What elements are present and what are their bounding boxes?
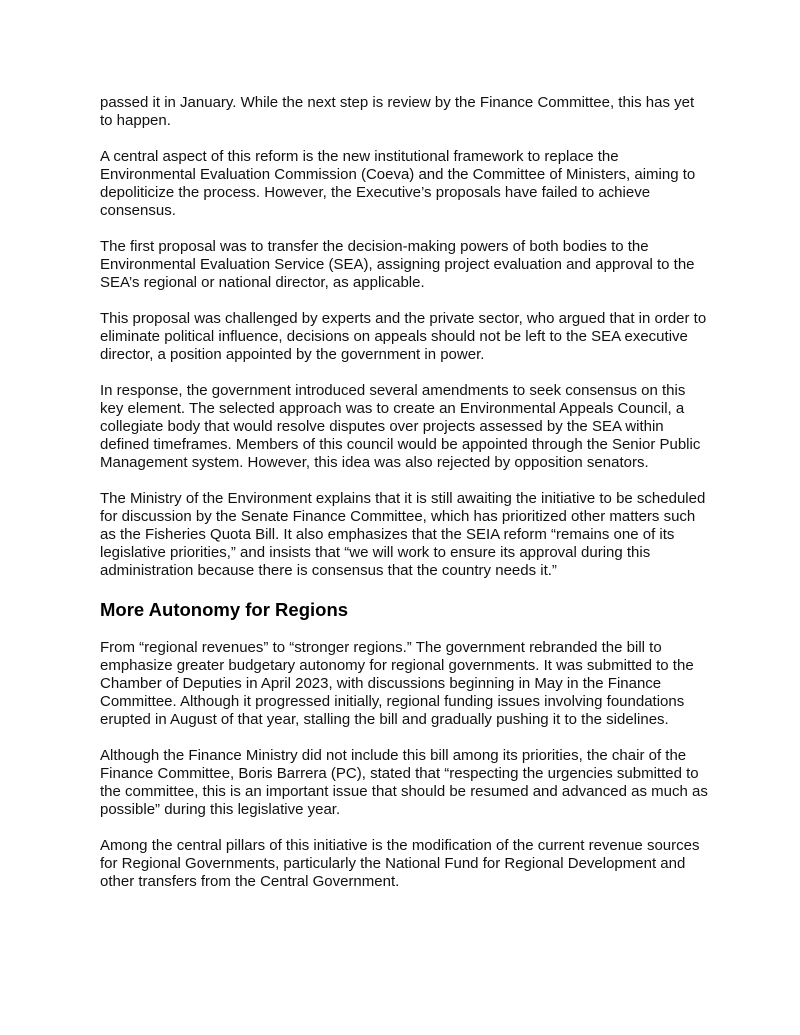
section-heading: More Autonomy for Regions [100, 599, 349, 620]
section-seia-reform [100, 94, 710, 580]
section-regional-autonomy [100, 599, 710, 891]
paragraph: The first proposal was to transfer the decision-making powers of both bodies to the Environmental Evaluation Service (SEA), assigning project evaluation and approval to the SEA’s regional or national director, as applicable. [100, 238, 695, 291]
paragraph: passed it in January. While the next step is review by the Finance Committee, this has yet to happen. [100, 94, 695, 129]
paragraph: Among the central pillars of this initiative is the modification of the current revenue sources for Regional Governments, particularly the National Fund for Regional Development and other transfers from the Central Government. [100, 837, 700, 890]
paragraph: This proposal was challenged by experts and the private sector, who argued that in order to eliminate political influence, decisions on appeals should not be left to the SEA executive director, a position appointed by the government in power. [100, 310, 707, 363]
document-page [100, 94, 710, 909]
paragraph: In response, the government introduced several amendments to seek consensus on this key element. The selected approach was to create an Environmental Appeals Council, a collegiate body that would resolve disputes over projects assessed by the SEA within defined timeframes. Members of this council would be appointed through the Senior Public Management system. However, this idea was also rejected by opposition senators. [100, 382, 701, 471]
paragraph: The Ministry of the Environment explains that it is still awaiting the initiative to be scheduled for discussion by the Senate Finance Committee, which has prioritized other matters such as the Fisheries Quota Bill. It also emphasizes that the SEIA reform “remains one of its legislative priorities,” and insists that “we will work to ensure its approval during this administration because there is consensus that the country needs it.” [100, 490, 706, 579]
paragraph: Although the Finance Ministry did not include this bill among its priorities, the chair of the Finance Committee, Boris Barrera (PC), stated that “respecting the urgencies submitted to the committee, this is an important issue that should be resumed and advanced as much as possible” during this legislative year. [100, 747, 708, 818]
paragraph: A central aspect of this reform is the new institutional framework to replace the Environmental Evaluation Commission (Coeva) and the Committee of Ministers, aiming to depoliticize the process. However, the Executive’s proposals have failed to achieve consensus. [100, 148, 696, 219]
paragraph: From “regional revenues” to “stronger regions.” The government rebranded the bill to emphasize greater budgetary autonomy for regional governments. It was submitted to the Chamber of Deputies in April 2023, with discussions beginning in May in the Finance Committee. Although it progressed initially, regional funding issues involving foundations erupted in August of that year, stalling the bill and gradually pushing it to the sidelines. [100, 639, 694, 728]
